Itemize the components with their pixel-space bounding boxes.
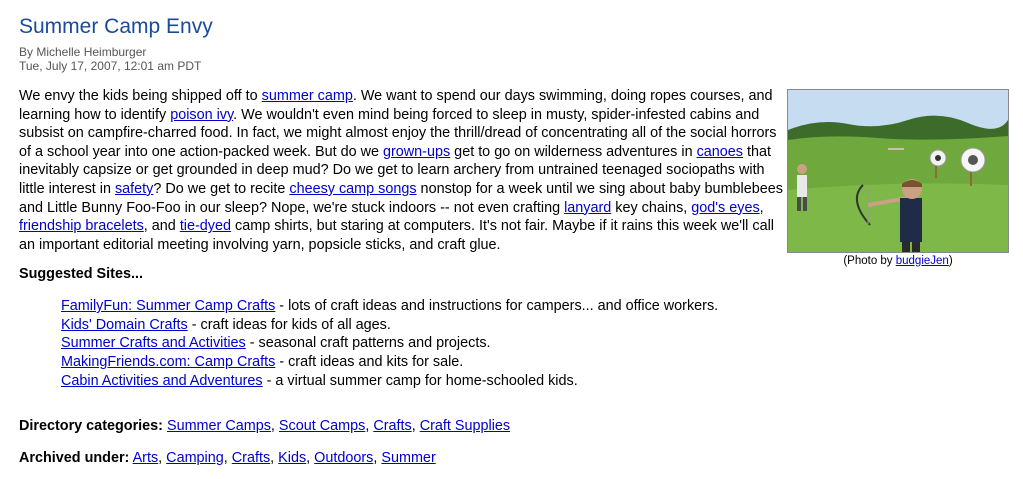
directory-link[interactable]: Summer Camps [166,418,271,434]
body-text-segment: ? Do we get to recite [153,180,290,197]
directory-link[interactable]: Crafts [373,418,412,434]
suggested-site-desc: - a virtual summer camp for home-schooled kids. [262,372,578,389]
body-text-segment: , [759,199,764,216]
suggested-site-link[interactable]: Summer Crafts and Activities [61,335,246,352]
body-text-segment: camp shirts, but staring at computers. It's not fair. Maybe if it rains this week we'll call an important editorial meeting involving yarn, popsicle sticks, and craft glue. [19,218,774,253]
directory-link[interactable]: Craft Supplies [419,418,511,434]
archery-photo-image [788,90,1008,252]
archive-link[interactable]: Outdoors [314,450,374,466]
inline-link[interactable]: god's eyes [691,199,760,216]
inline-link[interactable]: canoes [696,143,743,160]
archive-link[interactable]: Kids [278,450,307,466]
body-text-segment: that inevitably capsize or get grounded in deep mud? Do we get to learn archery from untrained teenaged sociopaths with little interest in [19,143,771,197]
inline-link[interactable]: tie-dyed [179,218,232,235]
body-text-segment: . We want to spend our days swimming, doing ropes courses, and learning how to identify [19,88,773,123]
archive-link[interactable]: Arts [132,450,159,466]
article-photo [787,89,1009,253]
caption-suffix: ) [948,255,953,267]
photo-caption [787,254,1009,268]
suggested-site-item [61,316,718,335]
inline-link[interactable]: friendship bracelets [19,218,144,235]
suggested-site-item [61,297,718,316]
suggested-site-desc: - lots of craft ideas and instructions for campers... and office workers. [275,298,719,314]
inline-link[interactable]: cheesy camp songs [289,180,417,197]
body-text-segment: key chains, [611,199,692,216]
inline-link[interactable]: safety [114,180,154,197]
suggested-site-link[interactable]: FamilyFun: Summer Camp Crafts [61,298,276,314]
archive-link[interactable]: Camping [166,450,224,466]
suggested-site-desc: - seasonal craft patterns and projects. [245,335,491,352]
archive-link[interactable]: Summer [381,450,436,466]
photo-credit-link[interactable]: budgieJen [895,255,949,267]
suggested-site-item [61,334,718,353]
article-body [19,87,789,254]
inline-link[interactable]: grown-ups [382,143,451,160]
directory-categories: Directory categories: Summer Camps, Scout Camps, Crafts, Craft Supplies [19,418,511,434]
body-text-segment: We envy the kids being shipped off to [19,88,262,104]
suggested-sites-heading: Suggested Sites... [19,266,143,282]
suggested-sites-list [61,297,718,391]
body-text-segment: nonstop for a week until we sing about baby bumblebees and Little Bunny Foo-Foo in our sleep? Nope, we're stuck indoors -- not even crafting [19,180,783,216]
inline-link[interactable]: lanyard [564,199,612,216]
suggested-site-link[interactable]: Cabin Activities and Adventures [61,372,263,389]
body-text-segment: get to go on wilderness adventures in [450,143,697,160]
publish-date: Tue, July 17, 2007, 12:01 am PDT [19,59,202,73]
inline-link[interactable]: summer camp [261,88,353,104]
article-title: Summer Camp Envy [19,15,213,38]
body-text-segment: . We wouldn't even mind being forced to sleep in musty, spider-infested cabins and subsist on campfire-charred food. In fact, we might almost enjoy the thrill/dread of concentrating all of the social horrors of a school year into one action-packed week. But do we [19,106,777,160]
directory-link[interactable]: Scout Camps [278,418,366,434]
author-byline: By Michelle Heimburger [19,45,147,59]
suggested-site-link[interactable]: Kids' Domain Crafts [61,316,188,333]
suggested-site-desc: - craft ideas for kids of all ages. [187,316,391,333]
caption-prefix: (Photo by [843,255,896,267]
archived-label: Archived under: [19,450,130,466]
suggested-site-desc: - craft ideas and kits for sale. [275,354,464,371]
inline-link[interactable]: poison ivy [170,106,234,123]
suggested-site-item [61,353,718,372]
directory-label: Directory categories: [19,418,163,434]
suggested-site-item [61,372,718,391]
body-text-segment: , and [143,218,180,235]
archived-under: Archived under: Arts, Camping, Crafts, Kids, Outdoors, Summer [19,450,436,466]
archive-link[interactable]: Crafts [231,450,271,466]
suggested-site-link[interactable]: MakingFriends.com: Camp Crafts [61,354,276,371]
byline-block [19,45,201,73]
